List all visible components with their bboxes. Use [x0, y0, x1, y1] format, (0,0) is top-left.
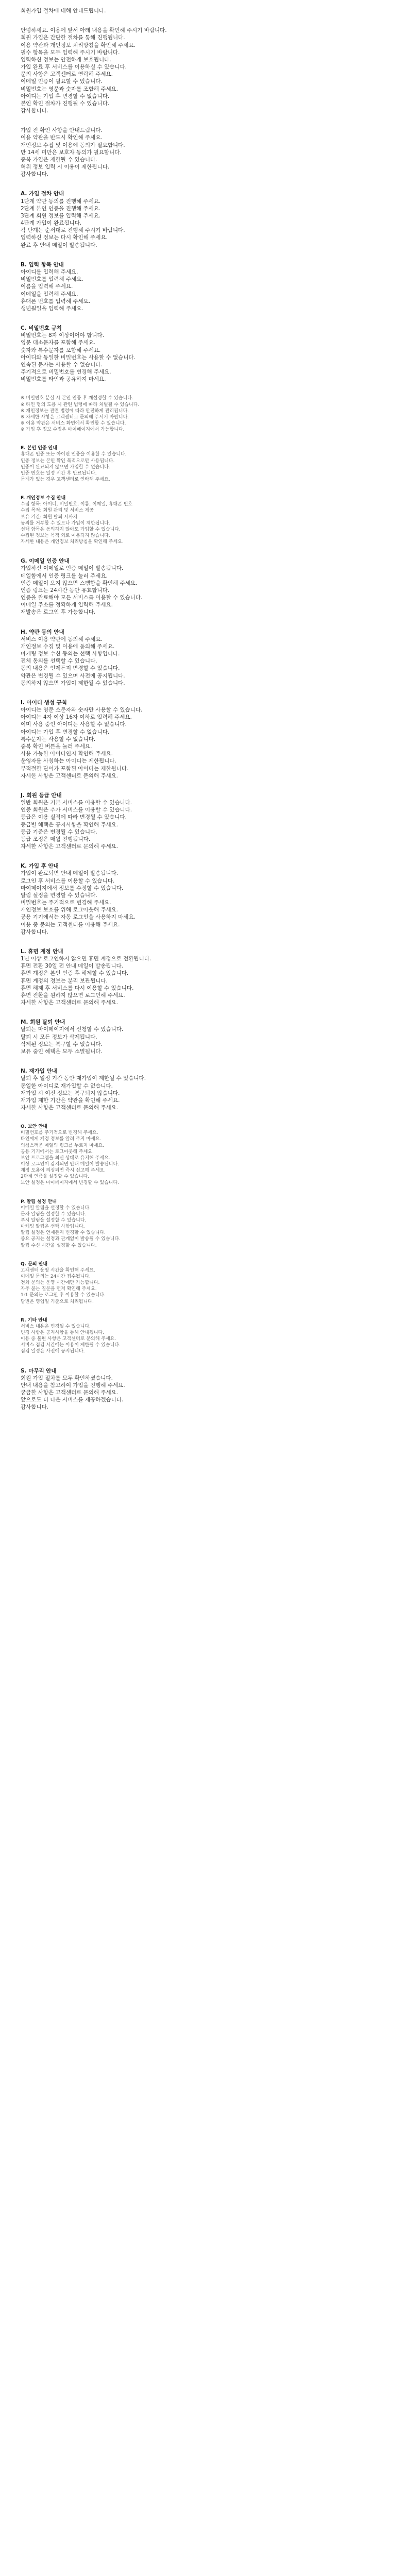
text-line: 수집 목적: 회원 관리 및 서비스 제공 [21, 508, 94, 514]
text-line: 4단계 가입이 완료됩니다. [21, 220, 82, 227]
text-line: 비밀번호는 영문과 숫자를 조합해 주세요. [21, 86, 119, 92]
text-line: 개인정보 수집 및 이용에 동의해 주세요. [21, 643, 115, 650]
text-line: 이용 중 문의는 고객센터를 이용해 주세요. [21, 921, 120, 928]
text-line: 3단계 회원 정보를 입력해 주세요. [21, 212, 101, 219]
text-line: 이메일 문의는 24시간 접수됩니다. [21, 1274, 91, 1280]
text-block [21, 699, 384, 779]
paragraph-gap [21, 616, 384, 629]
text-line: 이메일 주소를 정확하게 입력해 주세요. [21, 602, 113, 608]
text-line: 휴면 계정의 정보는 분리 보관됩니다. [21, 977, 108, 984]
text-line: 안녕하세요. 이용에 앞서 아래 내용을 확인해 주시기 바랍니다. [21, 27, 167, 34]
paragraph-gap [21, 687, 384, 699]
text-block [21, 127, 384, 178]
text-line: 생년월일을 입력해 주세요. [21, 305, 83, 312]
text-line: 비밀번호는 주기적으로 변경해 주세요. [21, 900, 111, 906]
text-line: 타인에게 계정 정보를 알려 주지 마세요. [21, 1137, 102, 1142]
text-line: 전화 문의는 운영 시간에만 가능합니다. [21, 1280, 100, 1286]
text-line: 재가입 시 이전 정보는 복구되지 않습니다. [21, 1090, 120, 1096]
text-line: 재발송은 로그인 후 가능합니다. [21, 609, 96, 616]
text-line: 이메일 인증이 필요할 수 있습니다. [21, 78, 103, 85]
text-line: 공용 기기에서는 자동 로그인을 사용하지 마세요. [21, 914, 136, 921]
text-line: ※ 가입 후 정보 수정은 마이페이지에서 가능합니다. [21, 427, 125, 433]
text-line: 회원 가입은 간단한 절차를 통해 진행됩니다. [21, 35, 125, 41]
text-line: 허위 정보 입력 시 이용이 제한됩니다. [21, 164, 110, 171]
text-line: ※ 개인정보는 관련 법령에 따라 안전하게 관리됩니다. [21, 408, 129, 414]
text-line: 2단계 인증을 설정할 수 있습니다. [21, 1174, 90, 1180]
text-line: 2단계 본인 인증을 진행해 주세요. [21, 205, 101, 212]
paragraph-gap [21, 1187, 384, 1199]
text-line: 감사합니다. [21, 928, 49, 935]
text-block [21, 1261, 384, 1305]
text-line: 일반 회원은 기본 서비스를 이용할 수 있습니다. [21, 800, 132, 806]
text-block [21, 495, 384, 545]
text-line: 메일함에서 인증 링크를 눌러 주세요. [21, 572, 108, 579]
section-heading: P. 알림 설정 안내 [21, 1199, 57, 1205]
paragraph-gap [21, 1355, 384, 1367]
text-line: 푸시 알림을 설정할 수 있습니다. [21, 1218, 87, 1224]
section-heading: B. 입력 항목 안내 [21, 261, 64, 268]
section-heading: R. 기타 안내 [21, 1317, 47, 1323]
text-line: 의심스러운 메일의 링크를 누르지 마세요. [21, 1143, 105, 1148]
text-line: 영문 대소문자를 포함해 주세요. [21, 340, 96, 346]
text-line: 가입이 완료되면 안내 메일이 발송됩니다. [21, 870, 119, 877]
text-line: 중요 공지는 설정과 관계없이 발송될 수 있습니다. [21, 1236, 121, 1242]
text-line: 감사합니다. [21, 108, 49, 114]
text-line: 아이디와 동일한 비밀번호는 사용할 수 없습니다. [21, 354, 136, 361]
text-line: 서비스 이용 약관에 동의해 주세요. [21, 636, 103, 642]
text-line: 마케팅 알림은 선택 사항입니다. [21, 1224, 85, 1230]
text-line: 인증 회원은 추가 서비스를 이용할 수 있습니다. [21, 807, 132, 814]
text-block [21, 1367, 384, 1411]
text-line: 서비스 점검 시간에는 이용이 제한될 수 있습니다. [21, 1343, 121, 1348]
text-line: 궁금한 사항은 고객센터로 문의해 주세요. [21, 1389, 119, 1396]
text-line: ※ 자세한 사항은 고객센터로 문의해 주시기 바랍니다. [21, 414, 129, 420]
paragraph-gap [21, 114, 384, 127]
paragraph-gap [21, 1111, 384, 1124]
text-line: 답변은 영업일 기준으로 처리됩니다. [21, 1299, 94, 1304]
text-line: 자주 묻는 질문을 먼저 확인해 주세요. [21, 1286, 97, 1292]
text-line: 공용 기기에서는 로그아웃해 주세요. [21, 1149, 94, 1155]
text-line: 이미 사용 중인 아이디는 사용할 수 없습니다. [21, 721, 127, 728]
text-line: 문제가 있는 경우 고객센터로 연락해 주세요. [21, 477, 110, 482]
paragraph-gap [21, 1249, 384, 1261]
text-line: 아이디는 가입 후 변경할 수 없습니다. [21, 93, 110, 99]
text-line: 이용 중 불편 사항은 고객센터로 문의해 주세요. [21, 1336, 116, 1342]
text-line: 휴면 전환 30일 전 안내 메일이 발송됩니다. [21, 963, 124, 970]
text-block [21, 27, 384, 114]
text-line: 비밀번호를 타인과 공유하지 마세요. [21, 376, 106, 383]
text-line: 이상 로그인이 감지되면 안내 메일이 발송됩니다. [21, 1162, 120, 1167]
text-line: 계정 도용이 의심되면 즉시 신고해 주세요. [21, 1168, 106, 1174]
paragraph-gap [21, 1055, 384, 1067]
text-line: 보유 중인 혜택은 모두 소멸됩니다. [21, 1048, 103, 1055]
section-heading: C. 비밀번호 규칙 [21, 325, 62, 332]
text-line: 인증을 완료해야 모든 서비스를 이용할 수 있습니다. [21, 595, 143, 601]
text-line: ※ 비밀번호 분실 시 본인 인증 후 재설정할 수 있습니다. [21, 396, 133, 401]
text-line: 보안 설정은 마이페이지에서 변경할 수 있습니다. [21, 1180, 120, 1186]
text-block [21, 445, 384, 483]
text-line: 숫자와 특수문자를 포함해 주세요. [21, 347, 101, 353]
text-line: 자세한 사항은 고객센터로 문의해 주세요. [21, 772, 119, 779]
text-line: 필수 항목을 모두 입력해 주시기 바랍니다. [21, 49, 120, 56]
text-line: 비밀번호를 주기적으로 변경해 주세요. [21, 1130, 98, 1136]
text-line: 점검 일정은 사전에 공지됩니다. [21, 1349, 85, 1354]
paragraph-gap [21, 312, 384, 325]
text-line: 운영자를 사칭하는 아이디는 제한됩니다. [21, 758, 116, 765]
text-line: 탈퇴 후 일정 기간 동안 재가입이 제한될 수 있습니다. [21, 1075, 146, 1082]
text-line: 수집된 정보는 목적 외로 이용되지 않습니다. [21, 533, 110, 538]
text-line: 동의하지 않으면 가입이 제한될 수 있습니다. [21, 680, 125, 686]
text-line: 전체 동의를 선택할 수 있습니다. [21, 658, 97, 665]
text-line: 개인정보 수집 및 이용에 동의가 필요합니다. [21, 142, 125, 148]
text-line: 알림 설정을 변경할 수 있습니다. [21, 892, 97, 899]
text-line: 중복 가입은 제한될 수 있습니다. [21, 156, 97, 163]
text-line: 등급 기준은 변경될 수 있습니다. [21, 828, 97, 835]
text-line: 인증 메일이 오지 않으면 스팸함을 확인해 주세요. [21, 580, 138, 586]
text-line: 약관은 변경될 수 있으며 사전에 공지됩니다. [21, 672, 125, 679]
text-line: 알림 설정은 언제든지 변경할 수 있습니다. [21, 1230, 106, 1236]
text-block [21, 190, 384, 248]
paragraph-gap [21, 1006, 384, 1019]
paragraph-gap [21, 383, 384, 395]
paragraph-gap [21, 249, 384, 261]
section-heading: F. 개인정보 수집 안내 [21, 496, 66, 501]
section-heading: S. 마무리 안내 [21, 1367, 57, 1374]
text-line: 입력하신 정보는 다시 확인해 주세요. [21, 234, 108, 241]
text-line: 아이디는 4자 이상 16자 이하로 입력해 주세요. [21, 714, 132, 721]
text-line: 로그인 후 서비스를 이용할 수 있습니다. [21, 877, 115, 884]
section-heading: Q. 문의 안내 [21, 1261, 48, 1267]
text-line: 1단계 약관 동의를 진행해 주세요. [21, 198, 101, 205]
text-line: 문의 사항은 고객센터로 연락해 주세요. [21, 71, 113, 78]
text-line: 마이페이지에서 정보를 수정할 수 있습니다. [21, 885, 124, 891]
text-line: 가입 전 확인 사항을 안내드립니다. [21, 127, 103, 134]
text-block [21, 792, 384, 850]
text-line: 인증 정보는 본인 확인 목적으로만 사용됩니다. [21, 458, 115, 464]
text-line: 선택 항목은 동의하지 않아도 가입할 수 있습니다. [21, 527, 121, 532]
text-block [21, 557, 384, 616]
paragraph-gap [21, 850, 384, 862]
paragraph-gap [21, 483, 384, 495]
paragraph-gap [21, 936, 384, 948]
section-heading: A. 가입 절차 안내 [21, 191, 64, 197]
text-line: 각 단계는 순서대로 진행해 주시기 바랍니다. [21, 227, 125, 234]
text-line: 가입하신 이메일로 인증 메일이 발송됩니다. [21, 565, 124, 572]
text-line: 이메일 알림을 설정할 수 있습니다. [21, 1205, 91, 1211]
section-heading: I. 아이디 생성 규칙 [21, 699, 67, 706]
text-line: 마케팅 정보 수신 동의는 선택 사항입니다. [21, 651, 120, 657]
text-block [21, 1067, 384, 1111]
text-line: 고객센터 운영 시간을 확인해 주세요. [21, 1267, 95, 1273]
text-line: 휴대폰 번호를 입력해 주세요. [21, 298, 91, 304]
text-line: 감사합니다. [21, 1404, 49, 1411]
text-line: 부적절한 단어가 포함된 아이디는 제한됩니다. [21, 765, 129, 772]
text-line: 아이디를 입력해 주세요. [21, 268, 78, 275]
text-line: 안내 내용을 참고하여 가입을 진행해 주세요. [21, 1382, 125, 1388]
paragraph-gap [21, 14, 384, 27]
paragraph-gap [21, 178, 384, 190]
text-line: 자세한 내용은 개인정보 처리방침을 확인해 주세요. [21, 539, 124, 545]
text-line: 알림 수신 시간을 설정할 수 있습니다. [21, 1243, 97, 1248]
paragraph-gap [21, 545, 384, 557]
text-line: 중복 확인 버튼을 눌러 주세요. [21, 743, 92, 750]
section-heading: E. 본인 인증 안내 [21, 446, 58, 451]
text-line: 1:1 문의는 로그인 후 이용할 수 있습니다. [21, 1293, 106, 1298]
text-line: 등급별 혜택은 공지사항을 확인해 주세요. [21, 821, 119, 828]
text-line: 연속된 문자는 사용할 수 없습니다. [21, 361, 103, 368]
text-line: 회원 가입 절차를 모두 확인하셨습니다. [21, 1375, 113, 1381]
text-line: 휴면 계정은 본인 인증 후 해제할 수 있습니다. [21, 970, 129, 977]
section-heading: J. 회원 등급 안내 [21, 792, 62, 799]
text-line: 개인정보 보호를 위해 로그아웃해 주세요. [21, 907, 119, 913]
text-line: 휴면 해제 후 서비스를 다시 이용할 수 있습니다. [21, 985, 134, 991]
text-line: ※ 이용 약관은 서비스 화면에서 확인할 수 있습니다. [21, 420, 126, 426]
text-line: 보안 프로그램을 최신 상태로 유지해 주세요. [21, 1155, 110, 1161]
text-line: 이용 약관을 반드시 확인해 주세요. [21, 134, 103, 141]
text-line: 회원가입 절차에 대해 안내드립니다. [21, 8, 106, 14]
section-heading: L. 휴면 계정 안내 [21, 948, 63, 955]
text-line: 동의 내용은 언제든지 변경할 수 있습니다. [21, 665, 120, 672]
text-line: 만 14세 미만은 보호자 동의가 필요합니다. [21, 149, 122, 156]
text-block [21, 1019, 384, 1055]
text-line: 이름을 입력해 주세요. [21, 283, 73, 290]
text-line: 수집 항목: 아이디, 비밀번호, 이름, 이메일, 휴대폰 번호 [21, 502, 133, 507]
text-line: 인증 링크는 24시간 동안 유효합니다. [21, 587, 110, 594]
text-block [21, 261, 384, 312]
text-line: 문자 알림을 설정할 수 있습니다. [21, 1211, 87, 1217]
section-heading: G. 이메일 인증 안내 [21, 558, 70, 565]
text-block [21, 948, 384, 1006]
text-block [21, 1199, 384, 1249]
section-heading: N. 재가입 안내 [21, 1068, 57, 1075]
text-line: 등급은 이용 실적에 따라 변경될 수 있습니다. [21, 814, 127, 821]
text-line: 보유 기간: 회원 탈퇴 시까지 [21, 514, 78, 520]
text-line: 탈퇴는 마이페이지에서 신청할 수 있습니다. [21, 1026, 124, 1033]
text-line: 탈퇴 시 모든 정보가 삭제됩니다. [21, 1033, 97, 1040]
text-block [21, 325, 384, 383]
text-block [21, 1124, 384, 1186]
text-line: 변경 사항은 공지사항을 통해 안내됩니다. [21, 1330, 105, 1335]
text-line: 삭제된 정보는 복구할 수 없습니다. [21, 1041, 103, 1047]
paragraph-gap [21, 779, 384, 792]
text-block [21, 1317, 384, 1355]
text-line: 휴대폰 인증 또는 아이핀 인증을 이용할 수 있습니다. [21, 452, 127, 457]
text-line: 이용 약관과 개인정보 처리방침을 확인해 주세요. [21, 42, 136, 48]
text-line: 사용 가능한 아이디인지 확인해 주세요. [21, 751, 113, 757]
text-line: 본인 확인 절차가 진행될 수 있습니다. [21, 100, 110, 107]
text-block [21, 862, 384, 936]
section-heading: M. 회원 탈퇴 안내 [21, 1019, 65, 1026]
text-line: 감사합니다. [21, 171, 49, 178]
text-line: 특수문자는 사용할 수 없습니다. [21, 736, 96, 742]
text-line: 자세한 사항은 고객센터로 문의해 주세요. [21, 999, 119, 1006]
text-line: 자세한 사항은 고객센터로 문의해 주세요. [21, 843, 119, 850]
text-line: 서비스 내용은 변경될 수 있습니다. [21, 1324, 91, 1329]
text-line: 1년 이상 로그인하지 않으면 휴면 계정으로 전환됩니다. [21, 956, 151, 962]
text-line: 가입 완료 후 서비스를 이용하실 수 있습니다. [21, 64, 127, 71]
text-line: 완료 후 안내 메일이 발송됩니다. [21, 242, 97, 248]
text-line: 등급 조정은 매월 진행됩니다. [21, 836, 91, 842]
text-line: 동의를 거부할 수 있으나 가입이 제한됩니다. [21, 520, 110, 526]
text-line: ※ 타인 명의 도용 시 관련 법령에 따라 처벌될 수 있습니다. [21, 402, 140, 408]
text-line: 인증이 완료되지 않으면 가입할 수 없습니다. [21, 464, 110, 470]
paragraph-gap [21, 1305, 384, 1317]
text-line: 휴면 전환을 원하지 않으면 로그인해 주세요. [21, 992, 125, 998]
text-line: 입력하신 정보는 안전하게 보호됩니다. [21, 56, 111, 63]
text-line: 아이디는 가입 후 변경할 수 없습니다. [21, 728, 110, 735]
text-line: 동일한 아이디로 재가입할 수 없습니다. [21, 1082, 113, 1089]
section-heading: K. 가입 후 안내 [21, 863, 59, 870]
text-block [21, 395, 384, 433]
text-line: 비밀번호는 8자 이상이어야 합니다. [21, 332, 105, 339]
text-line: 주기적으로 비밀번호를 변경해 주세요. [21, 369, 111, 376]
text-line: 이메일을 입력해 주세요. [21, 291, 78, 297]
text-line: 자세한 사항은 고객센터로 문의해 주세요. [21, 1105, 119, 1111]
text-block [21, 629, 384, 687]
text-block [21, 7, 384, 14]
paragraph-gap [21, 433, 384, 445]
text-line: 비밀번호를 입력해 주세요. [21, 276, 83, 283]
text-line: 아이디는 영문 소문자와 숫자만 사용할 수 있습니다. [21, 707, 143, 714]
text-line: 앞으로도 더 나은 서비스를 제공하겠습니다. [21, 1397, 124, 1403]
text-line: 재가입 제한 기간은 약관을 확인해 주세요. [21, 1097, 120, 1104]
text-line: 인증 번호는 일정 시간 후 만료됩니다. [21, 470, 97, 476]
section-heading: O. 보안 안내 [21, 1124, 47, 1130]
section-heading: H. 약관 동의 안내 [21, 629, 64, 635]
